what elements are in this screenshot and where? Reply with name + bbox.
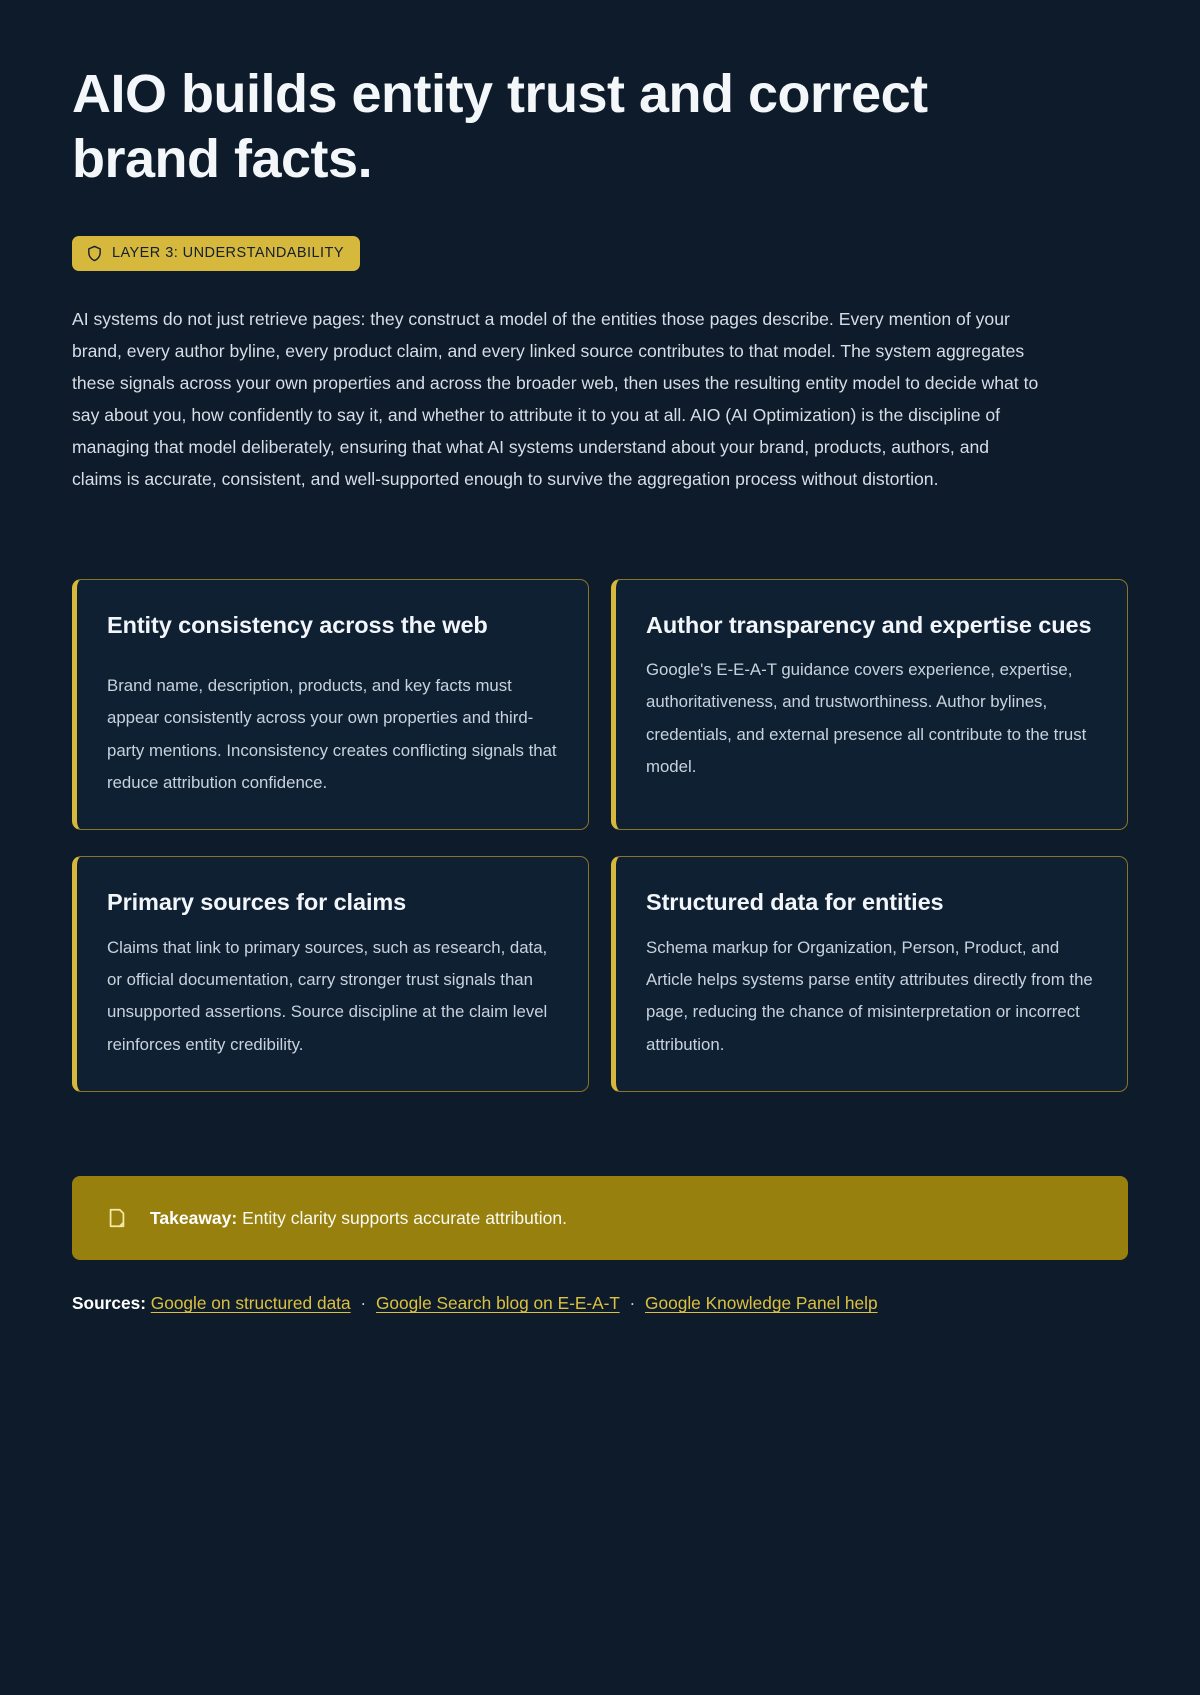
card-body: Brand name, description, products, and key facts must appear consistently across your own properties and third-party mentions. Inconsistency creates conflicting signals that reduce attribution confidence. xyxy=(107,676,557,792)
card-body: Claims that link to primary sources, such as research, data, or official documentation, carry stronger trust signals than unsupported assertions. Source discipline at the claim level reinforces entity credibility. xyxy=(107,937,548,1054)
takeaway-label: Takeaway: xyxy=(150,1207,238,1228)
badge-row xyxy=(72,236,1128,271)
takeaway-sentence: Entity clarity supports accurate attribution. xyxy=(242,1207,567,1228)
card-grid xyxy=(72,579,1128,1092)
source-separator: · xyxy=(360,1293,367,1314)
sources-label: Sources: xyxy=(72,1293,146,1314)
card-title: Structured data for entities xyxy=(646,889,944,916)
card-entity-consistency xyxy=(72,579,589,831)
card-primary-sources xyxy=(72,856,589,1092)
card-structured-data xyxy=(611,856,1128,1092)
source-separator: · xyxy=(629,1293,636,1314)
card-title: Entity consistency across the web xyxy=(107,611,488,638)
card-author-transparency xyxy=(611,579,1128,831)
intro-paragraph: AI systems do not just retrieve pages: they construct a model of the entities those pages describe. Every mention of your brand, every author byline, every product claim, and every linked source contributes to that model. The system aggregates these signals across your own properties and across the broader web, then uses the resulting entity model to decide what to say about you, how confidently to say it, and whether to attribute it to you at all. AIO (AI Optimization) is the discipline of managing that model deliberately, ensuring that what AI systems understand about your brand, products, authors, and claims is accurate, consistent, and well-supported enough to survive the aggregation process without distortion. xyxy=(72,308,1039,489)
card-body: Google's E-E-A-T guidance covers experience, expertise, authoritativeness, and trustworthiness. Author bylines, credentials, and external presence all contribute to the trust model. xyxy=(646,660,1087,776)
source-link-eeat-blog[interactable]: Google Search blog on E-E-A-T xyxy=(375,1293,620,1314)
takeaway-banner xyxy=(72,1176,1128,1261)
page-title: AIO builds entity trust and correct brand facts. xyxy=(72,64,928,189)
note-icon xyxy=(106,1207,128,1229)
card-title: Author transparency and expertise cues xyxy=(646,611,1092,638)
card-title: Primary sources for claims xyxy=(107,889,407,916)
sources-row xyxy=(72,1290,1128,1398)
source-link-knowledge-panel[interactable]: Google Knowledge Panel help xyxy=(645,1293,878,1314)
layer-badge-label: LAYER 3: UNDERSTANDABILITY xyxy=(112,245,344,262)
layer-badge xyxy=(72,236,360,271)
card-body: Schema markup for Organization, Person, Product, and Article helps systems parse entity attributes directly from the page, reducing the chance of misinterpretation or incorrect attribution. xyxy=(646,937,1093,1054)
source-link-structured-data[interactable]: Google on structured data xyxy=(150,1293,351,1314)
shield-icon xyxy=(86,245,103,262)
takeaway-text xyxy=(150,1206,567,1231)
